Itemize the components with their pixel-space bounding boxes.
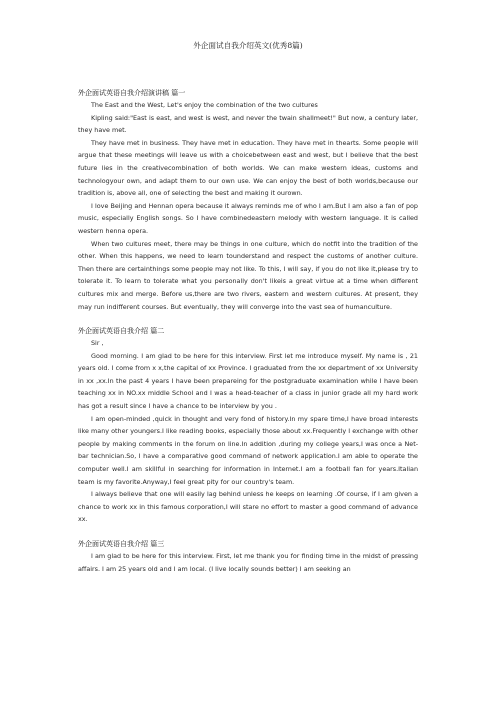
paragraph: When two cultures meet, there may be things in one culture, which do notfit into the tradition of the other. When this happens, we need to learn tounderstand and respect the customs of another culture. Then there are certainthings some people may not like. To this, I will say, if you do not like it,please try to tolerate it. To learn to tolerate what you personally don't likeis a great virtue at a time when different cultures mix and merge. Before us,there are two rivers, eastern and western cultures. At present, they may run indifferent courses. But eventually, they will converge into the vast sea of humanculture. xyxy=(78,239,418,311)
section-heading: 外企面试英语自我介绍 篇二 xyxy=(78,327,165,336)
paragraph: They have met in business. They have met in education. They have met in thearts. Some people will argue that these meetings will leave us with a choicebetween east and west, but I believe that the best future lies in the creativecombination of both worlds. We can make western ideas, customs and technologyour own, and adapt them to our own use. We can enjoy the best of both worlds,because our tradition is, above all, one of selecting the best and making it ourown. xyxy=(78,138,418,198)
paragraph: I am glad to be here for this interview. First, let me thank you for finding time in the midst of pressing affairs. I am 25 years old and I am local. (I live locally sounds better) I am seeking an xyxy=(78,552,418,573)
paragraph: I always believe that one will easily lag behind unless he keeps on learning .Of course, if I am given a chance to work xx in this famous corporation,I will stare no effort to master a good command of advance xx. xyxy=(78,490,418,524)
section-1 xyxy=(78,87,418,575)
section-heading: 外企面试英语自我介绍 篇三 xyxy=(78,540,165,548)
section-heading: 外企面试英语自我介绍演讲稿 篇一 xyxy=(78,89,186,97)
paragraph: I love Beijing and Hennan opera because it always reminds me of who I am.But I am also a fan of pop music, especially English songs. So I have combinedeastern melody with western language. It is called western henna opera. xyxy=(78,201,418,235)
paragraph: Good morning. I am glad to be here for this interview. First let me introduce myself. My name is , 21 years old. I come from x x,the capital of xx Province. I graduated from the xx department of xx University in xx ,xx.In the past 4 years I have been prepareing for the postgraduate examination while I have been teaching xx in NO.xx middle School and I was a head-teacher of a class in junior grade all my hard work has got a result since I have a chance to be interview by you . xyxy=(78,351,418,411)
document-title: 外企面试自我介绍英文(优秀8篇) xyxy=(193,41,303,50)
paragraph: I am open-minded ,quick in thought and very fond of history.In my spare time,I have broad interests like many other youngers.I like reading books, especially those about xx.Frequently I exchange with other people by making comments in the forum on line.In addition ,during my college years,I was once a Net-bar technician.So, I have a comparative good command of network application.I am able to operate the computer well.I am skillful in searching for information in Internet.I am a football fan for years.Italian team is my favorite.Anyway,I feel great pity for our country's team. xyxy=(78,414,418,486)
paragraph: The East and the West, Let's enjoy the combination of the two cultures xyxy=(91,101,318,109)
paragraph: Kipling said:"East is east, and west is west, and never the twain shallmeet!" But now, a century later, they have met. xyxy=(78,113,418,135)
paragraph: Sir , xyxy=(91,339,104,348)
